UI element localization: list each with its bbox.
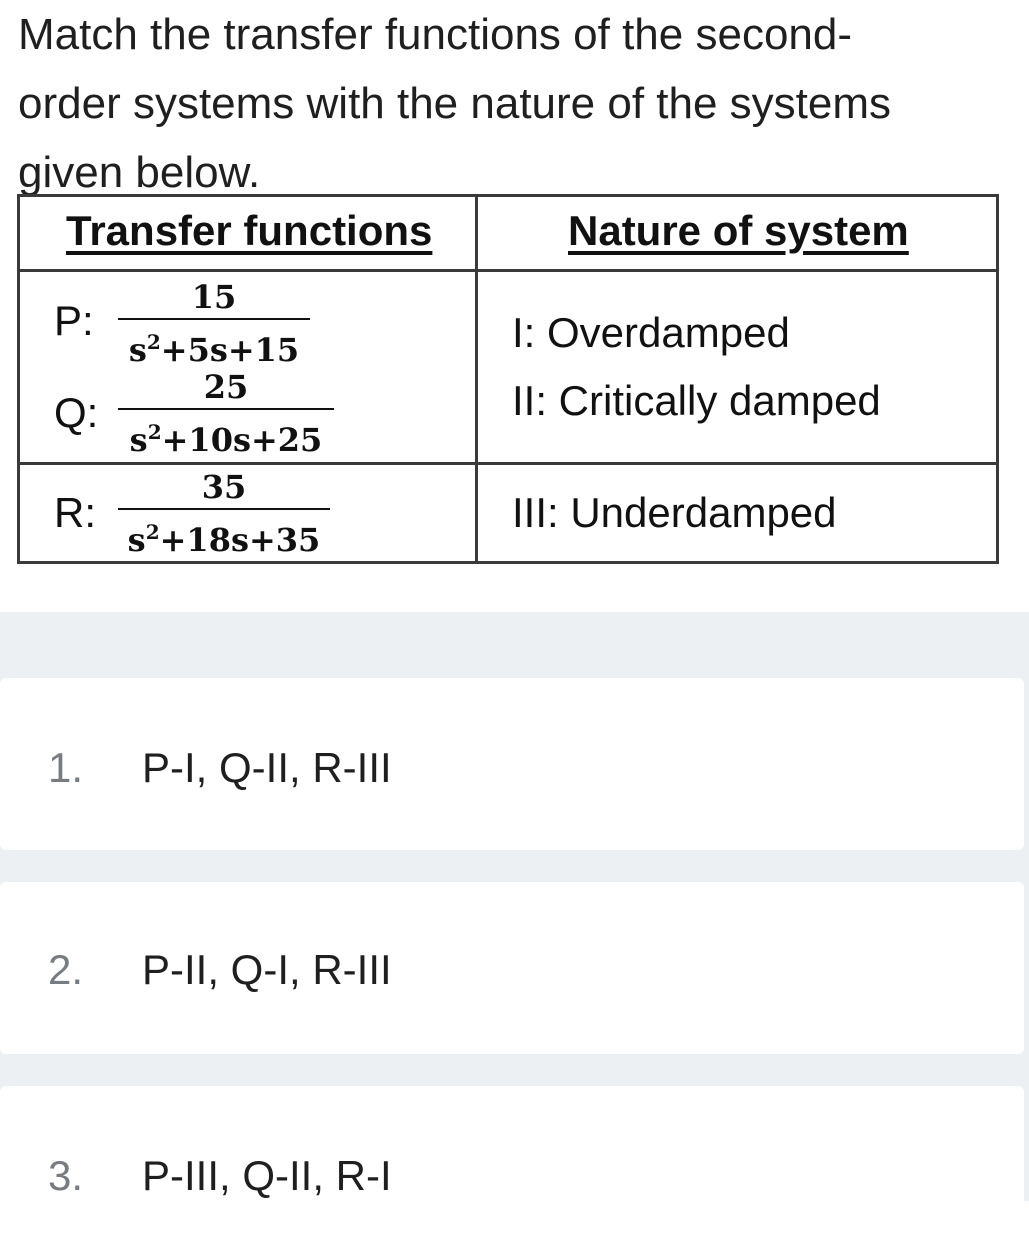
column-divider	[475, 197, 478, 561]
transfer-function-q	[118, 369, 334, 458]
denominator-p: $s^2+5s+15$	[128, 330, 300, 369]
header-divider	[20, 269, 996, 272]
function-label-q: Q:	[54, 389, 99, 436]
denominator-r: $s^2+18s+35$	[127, 520, 321, 559]
denominator-q: $s^2+10s+25$	[129, 420, 323, 459]
transfer-function-r	[118, 469, 330, 558]
option-text-2: P-II, Q-I, R-III	[142, 946, 392, 993]
numerator-p: 15	[191, 278, 237, 316]
option-text-1: P-I, Q-II, R-III	[142, 744, 392, 791]
transfer-function-p	[118, 279, 310, 368]
option-2[interactable]	[0, 882, 1024, 1054]
numerator-q: 25	[203, 368, 249, 406]
fraction-bar-q	[118, 408, 334, 410]
function-label-p: P:	[54, 297, 94, 344]
fraction-bar-r	[118, 508, 330, 510]
row-divider	[20, 462, 996, 465]
nature-critically-damped: II: Critically damped	[512, 377, 881, 424]
header-transfer-functions: Transfer functions	[66, 207, 433, 254]
option-3[interactable]	[0, 1086, 1024, 1258]
fraction-bar-p	[118, 318, 310, 320]
nature-underdamped: III: Underdamped	[512, 489, 837, 536]
option-number-1: 1.	[48, 744, 84, 791]
numerator-r: 35	[201, 468, 247, 506]
nature-overdamped: I: Overdamped	[512, 309, 790, 356]
match-table	[17, 194, 999, 564]
option-number-3: 3.	[48, 1152, 84, 1199]
function-label-r: R:	[54, 489, 96, 536]
header-nature-of-system: Nature of system	[568, 207, 909, 254]
option-text-3: P-III, Q-II, R-I	[142, 1152, 392, 1199]
option-number-2: 2.	[48, 946, 84, 993]
option-1[interactable]	[0, 678, 1024, 850]
question-text: Match the transfer functions of the second- order systems with the nature of the systems given below.	[18, 10, 892, 197]
